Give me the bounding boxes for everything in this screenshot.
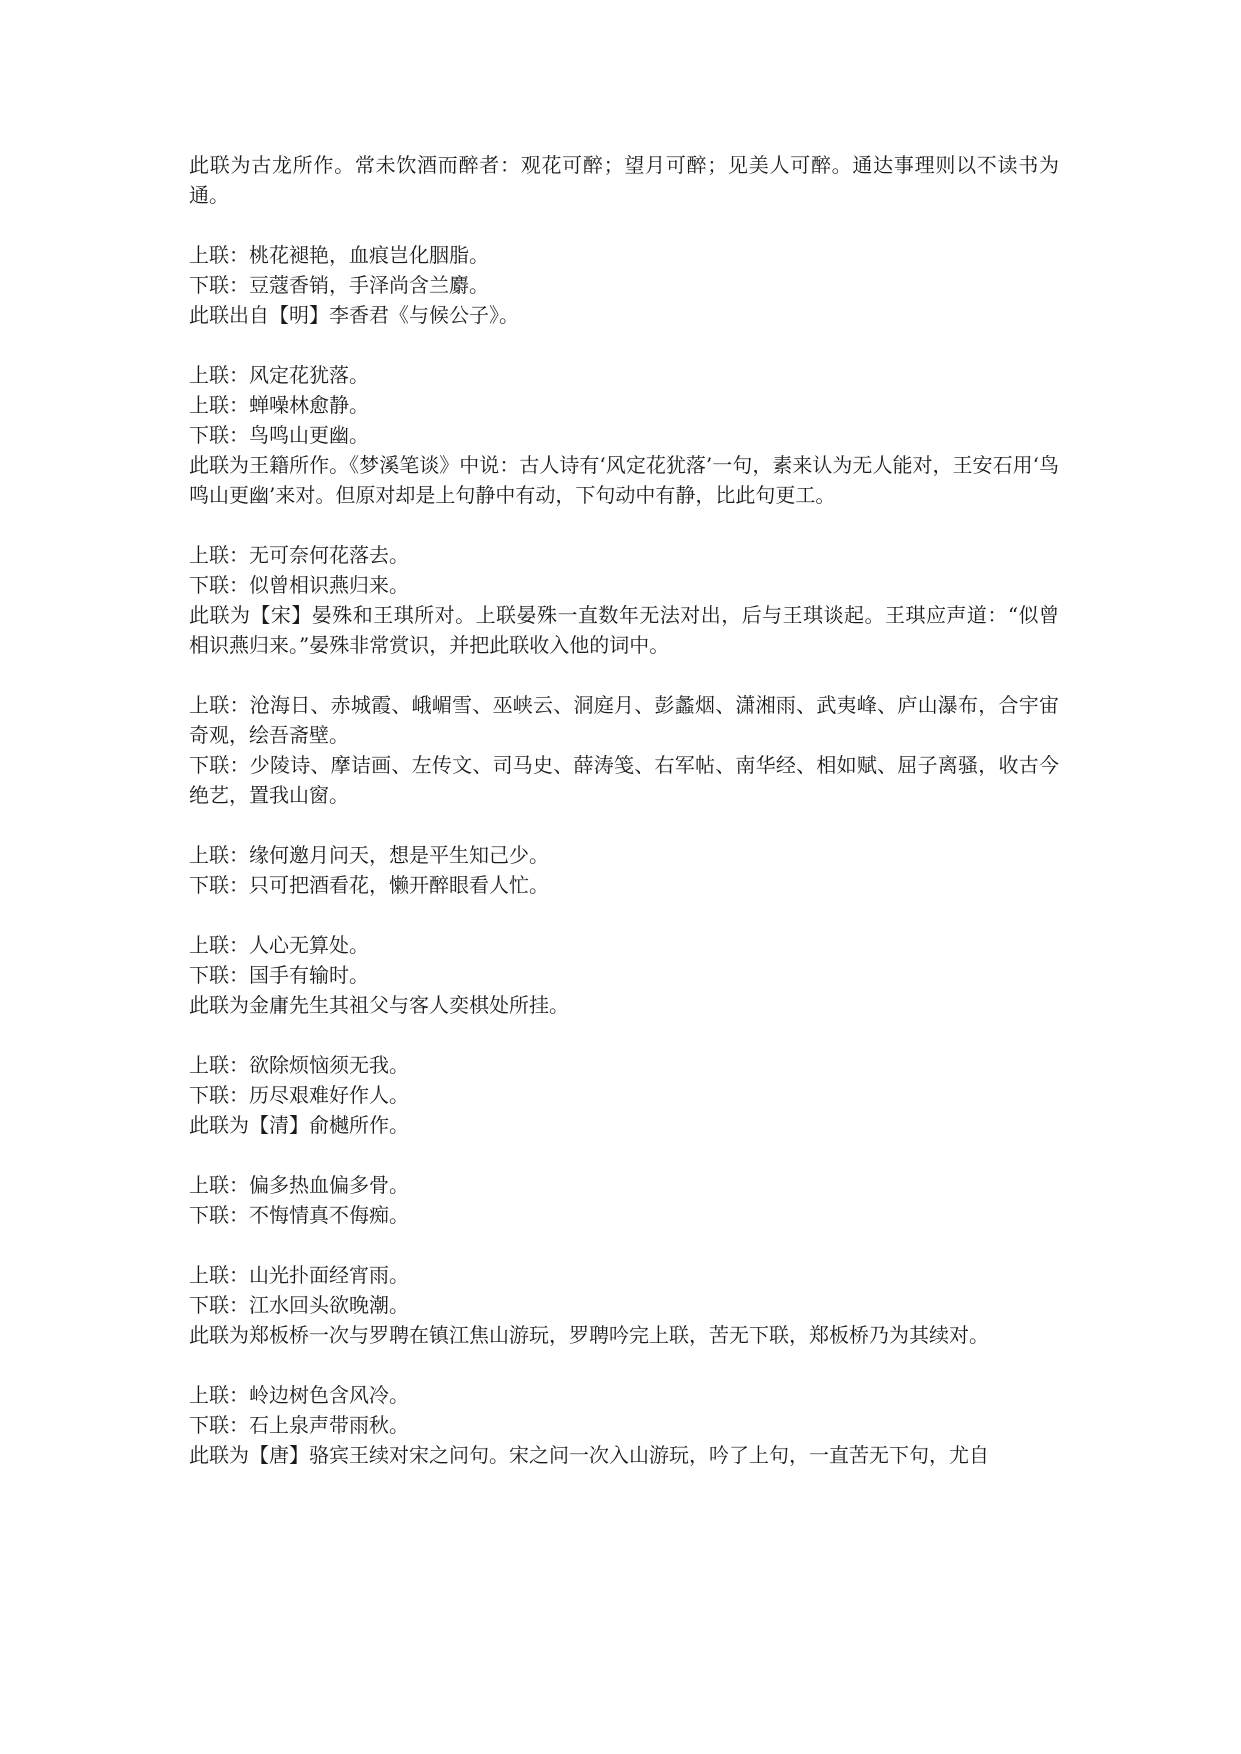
text-line: 下联：石上泉声带雨秋。 <box>189 1413 409 1437</box>
paragraph <box>189 1380 1059 1470</box>
text-line: 下联：豆蔻香销，手泽尚含兰麝。 <box>189 273 489 297</box>
text-line: 上联：桃花褪艳，血痕岂化胭脂。 <box>189 243 489 267</box>
text-line: 上联：偏多热血偏多骨。 <box>189 1173 409 1197</box>
text-line: 下联：国手有输时。 <box>189 963 369 987</box>
paragraph <box>189 930 1059 1020</box>
document-body <box>189 150 1059 1500</box>
paragraph <box>189 240 1059 330</box>
text-line: 此联为古龙所作。常未饮酒而醉者：观花可醉；望月可醉；见美人可醉。通达事理则以不读书为通。 <box>189 153 1059 207</box>
paragraph <box>189 1050 1059 1140</box>
text-line: 上联：缘何邀月问天，想是平生知己少。 <box>189 843 549 867</box>
paragraph <box>189 1260 1059 1350</box>
paragraph <box>189 150 1059 210</box>
text-line: 下联：似曾相识燕归来。 <box>189 573 409 597</box>
text-line: 此联为【宋】晏殊和王琪所对。上联晏殊一直数年无法对出，后与王琪谈起。王琪应声道：“似曾相识燕归来。”晏殊非常赏识，并把此联收入他的词中。 <box>189 603 1059 657</box>
text-line: 此联为王籍所作。《梦溪笔谈》中说：古人诗有‘风定花犹落’一句，素来认为无人能对，王安石用‘鸟鸣山更幽’来对。但原对却是上句静中有动，下句动中有静，比此句更工。 <box>189 453 1059 507</box>
text-line: 此联为【清】俞樾所作。 <box>189 1113 409 1137</box>
text-line: 下联：只可把酒看花，懒开醉眼看人忙。 <box>189 873 549 897</box>
text-line: 上联：无可奈何花落去。 <box>189 543 409 567</box>
paragraph <box>189 540 1059 660</box>
text-line: 上联：沧海日、赤城霞、峨嵋雪、巫峡云、洞庭月、彭蠡烟、潇湘雨、武夷峰、庐山瀑布，合宇宙奇观，绘吾斋壁。 <box>189 693 1059 747</box>
text-line: 上联：蝉噪林愈静。 <box>189 393 369 417</box>
paragraph <box>189 360 1059 510</box>
text-line: 上联：欲除烦恼须无我。 <box>189 1053 409 1077</box>
text-line: 下联：鸟鸣山更幽。 <box>189 423 369 447</box>
paragraph <box>189 690 1059 810</box>
text-line: 上联：人心无算处。 <box>189 933 369 957</box>
text-line: 上联：岭边树色含风冷。 <box>189 1383 409 1407</box>
text-line: 上联：风定花犹落。 <box>189 363 369 387</box>
text-line: 此联为郑板桥一次与罗聘在镇江焦山游玩，罗聘吟完上联，苦无下联，郑板桥乃为其续对。 <box>189 1323 989 1347</box>
paragraph <box>189 840 1059 900</box>
text-line: 下联：历尽艰难好作人。 <box>189 1083 409 1107</box>
text-line: 下联：江水回头欲晚潮。 <box>189 1293 409 1317</box>
text-line: 此联为【唐】骆宾王续对宋之问句。宋之问一次入山游玩，吟了上句，一直苦无下句，尤自 <box>189 1443 989 1467</box>
paragraph <box>189 1170 1059 1230</box>
text-line: 下联：不悔情真不侮痴。 <box>189 1203 409 1227</box>
text-line: 此联为金庸先生其祖父与客人奕棋处所挂。 <box>189 993 569 1017</box>
text-line: 下联：少陵诗、摩诘画、左传文、司马史、薛涛笺、右军帖、南华经、相如赋、屈子离骚，收古今绝艺，置我山窗。 <box>189 753 1059 807</box>
text-line: 此联出自【明】李香君《与候公子》。 <box>189 303 519 327</box>
text-line: 上联：山光扑面经宵雨。 <box>189 1263 409 1287</box>
